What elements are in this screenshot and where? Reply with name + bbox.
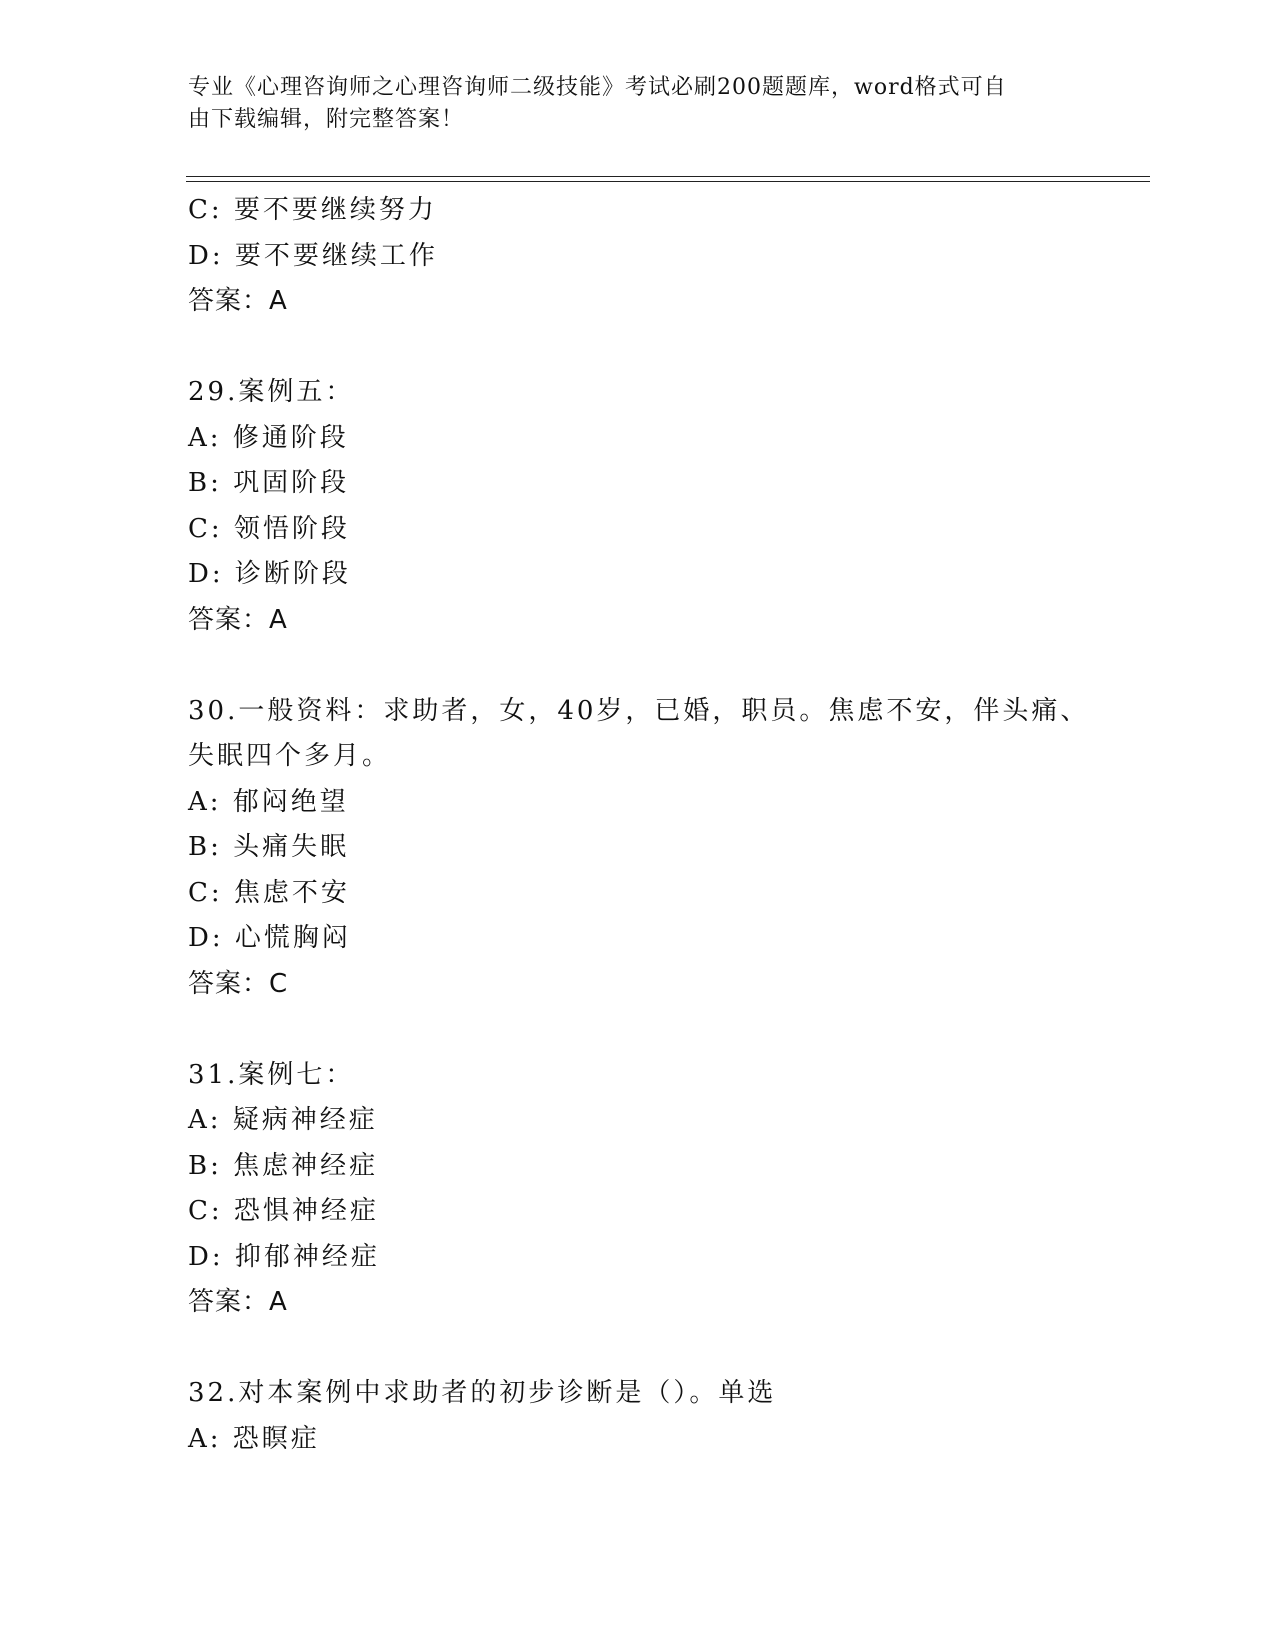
option-d: D: 抑郁神经症 [188,1241,380,1272]
option-b: B: 焦虑神经症 [188,1150,379,1181]
option-d: D: 要不要继续工作 [188,240,438,271]
question-list [188,188,1088,1462]
question-title: 32.对本案例中求助者的初步诊断是（）。单选 [188,1378,777,1408]
answer-label: 答案：A [188,1287,288,1317]
spacer [188,325,1088,371]
question-title-line-2: 失眠四个多月。 [188,741,392,771]
option-c: C: 焦虑不安 [188,877,350,908]
question-title: 31.案例七： [188,1059,355,1090]
question-title [188,689,1088,780]
answer-label: 答案：C [188,968,289,999]
option-a: A: 恐瞑症 [188,1423,320,1454]
option-a: A: 修通阶段 [188,422,349,453]
option-a: A: 郁闷绝望 [188,786,349,817]
option-d: D: 心慌胸闷 [188,923,351,953]
document-header [188,72,1068,136]
option-d: D: 诊断阶段 [188,559,351,589]
option-b: B: 头痛失眠 [188,832,350,862]
question-title: 29.案例五： [188,377,355,407]
header-divider-top [186,176,1150,177]
spacer [188,1007,1088,1053]
header-line-1: 专业《心理咨询师之心理咨询师二级技能》考试必刷200题题库，word格式可自 [188,75,1007,100]
option-a: A: 疑病神经症 [188,1105,378,1135]
answer-label: 答案：A [188,286,288,316]
option-c: C: 恐惧神经症 [188,1196,379,1226]
option-c: C: 要不要继续努力 [188,195,437,225]
option-b: B: 巩固阶段 [188,468,350,498]
option-c: C: 领悟阶段 [188,513,350,544]
header-line-2: 由下载编辑，附完整答案！ [188,107,465,132]
spacer [188,643,1088,689]
header-divider-bottom [186,181,1150,182]
answer-label: 答案：A [188,604,288,635]
spacer [188,1326,1088,1372]
question-title-line-1: 30.一般资料：求助者，女，40岁，已婚，职员。焦虑不安，伴头痛、 [188,695,1090,726]
